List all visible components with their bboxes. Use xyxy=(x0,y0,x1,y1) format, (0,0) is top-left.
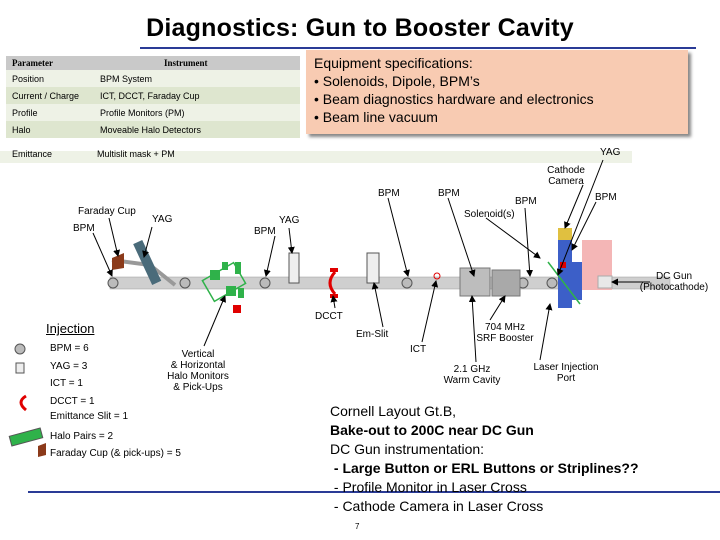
dcct-icon xyxy=(330,294,338,298)
label-warm-cavity: 2.1 GHz Warm Cavity xyxy=(443,364,501,386)
label-bpm: BPM xyxy=(595,192,617,203)
label-yag-mid: YAG xyxy=(279,215,300,226)
dcct-legend-icon xyxy=(21,396,26,410)
pointer-line xyxy=(374,283,383,327)
cell-instrument: Multislit mask + PM xyxy=(97,149,175,159)
label-bpm: BPM xyxy=(378,188,400,199)
notes-line: Bake-out to 200C near DC Gun xyxy=(330,422,534,438)
em-slit-icon xyxy=(367,253,379,283)
cell-instrument: BPM System xyxy=(94,70,300,87)
label-bpm-mid: BPM xyxy=(254,226,276,237)
header-instrument: Instrument xyxy=(94,56,300,70)
dcct-icon xyxy=(330,268,338,272)
gun-flange-icon xyxy=(598,276,612,288)
bpm-icon xyxy=(547,278,557,288)
pointer-line xyxy=(525,208,530,276)
injection-item: Faraday Cup (& pick-ups) = 5 xyxy=(50,448,181,459)
cell-parameter: Emittance xyxy=(12,149,53,159)
page-number: 7 xyxy=(355,522,360,531)
bpm-icon xyxy=(260,278,270,288)
faraday-cup-icon xyxy=(233,305,241,313)
bpm-icon xyxy=(180,278,190,288)
cell-parameter: Current / Charge xyxy=(6,87,94,104)
label-bpm: BPM xyxy=(515,196,537,207)
pointer-line xyxy=(490,296,505,320)
notes-block xyxy=(330,402,639,516)
pointer-line xyxy=(540,304,550,360)
label-dc-gun: DC Gun (Photocathode) xyxy=(639,271,709,293)
pointer-line xyxy=(266,236,275,276)
yag-legend-icon xyxy=(16,363,24,373)
label-em-slit: Em-Slit xyxy=(356,329,389,340)
label-dcct: DCCT xyxy=(315,311,343,322)
cathode-camera-icon xyxy=(558,228,572,240)
label-cathode-camera: Cathode Camera xyxy=(547,165,585,187)
cell-instrument: ICT, DCCT, Faraday Cup xyxy=(94,87,300,104)
equipment-item: • Beam diagnostics hardware and electronics xyxy=(314,91,594,107)
equipment-heading: Equipment specifications: xyxy=(314,55,473,71)
srf-booster-icon xyxy=(492,270,520,296)
warm-cavity-icon xyxy=(460,268,490,296)
notes-bullet: - Large Button or ERL Buttons or Striplines?? xyxy=(330,460,639,476)
injection-item: BPM = 6 xyxy=(50,343,89,354)
label-yag-left: YAG xyxy=(152,214,173,225)
injection-item: Emittance Slit = 1 xyxy=(50,411,129,422)
notes-bullet: - Cathode Camera in Laser Cross xyxy=(330,498,544,514)
solenoid-icon xyxy=(558,240,572,308)
bpm-icon xyxy=(402,278,412,288)
label-solenoids: Solenoid(s) xyxy=(464,209,515,220)
cell-parameter: Profile xyxy=(6,104,94,121)
label-bpm-left: BPM xyxy=(73,223,95,234)
notes-line: DC Gun instrumentation: xyxy=(330,441,485,457)
pointer-line xyxy=(565,185,583,228)
cell-instrument: Profile Monitors (PM) xyxy=(94,104,300,121)
injection-title: Injection xyxy=(46,321,95,336)
injection-item: DCCT = 1 xyxy=(50,396,95,407)
label-bpm: BPM xyxy=(438,188,460,199)
yag-screen-icon xyxy=(289,253,299,283)
label-halo-monitors: Vertical & Horizontal Halo Monitors & Pick-Ups xyxy=(167,349,229,393)
pointer-line xyxy=(388,198,408,276)
equipment-item: • Solenoids, Dipole, BPM’s xyxy=(314,73,480,89)
cell-instrument: Moveable Halo Detectors xyxy=(94,121,300,138)
halo-legend-icon xyxy=(9,428,42,446)
label-ict: ICT xyxy=(410,344,427,355)
bpm-legend-icon xyxy=(15,344,25,354)
label-srf-booster: 704 MHz SRF Booster xyxy=(476,322,534,344)
cell-parameter: Halo xyxy=(6,121,94,138)
notes-bullet: - Profile Monitor in Laser Cross xyxy=(330,479,527,495)
pointer-line xyxy=(93,233,112,276)
pointer-line xyxy=(204,296,225,346)
equipment-item: • Beam line vacuum xyxy=(314,109,438,125)
header-parameter: Parameter xyxy=(6,56,94,70)
injection-item: ICT = 1 xyxy=(50,378,83,389)
quadrupole-icon xyxy=(238,288,244,298)
pointer-line xyxy=(422,281,436,342)
notes-line: Cornell Layout Gt.B, xyxy=(330,403,457,419)
label-faraday-cup: Faraday Cup xyxy=(78,206,136,217)
bpm-icon xyxy=(108,278,118,288)
injection-item: Halo Pairs = 2 xyxy=(50,431,114,442)
pointer-line xyxy=(109,218,118,256)
label-laser-port: Laser Injection Port xyxy=(533,362,599,384)
faraday-legend-icon xyxy=(38,443,46,457)
label-yag-top: YAG xyxy=(600,147,621,158)
pointer-line xyxy=(486,218,540,258)
cell-parameter: Position xyxy=(6,70,94,87)
injection-item: YAG = 3 xyxy=(50,361,88,372)
pointer-line xyxy=(289,228,292,253)
page-title: Diagnostics: Gun to Booster Cavity xyxy=(146,14,574,42)
